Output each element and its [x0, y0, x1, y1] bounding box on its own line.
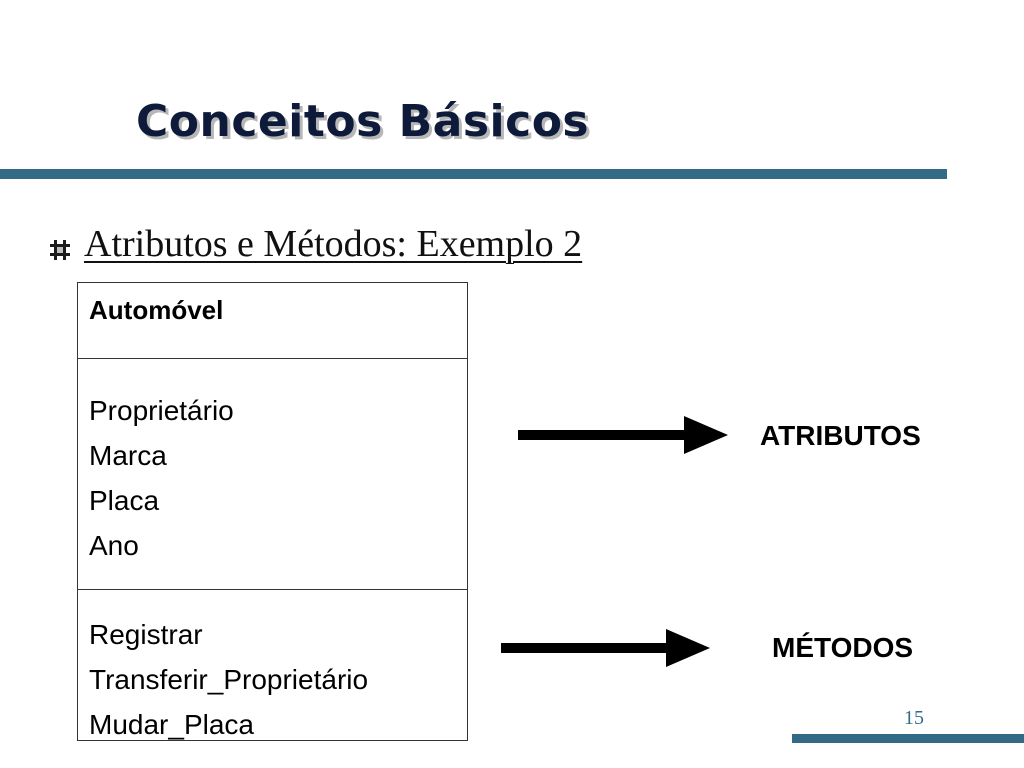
attributes-label: ATRIBUTOS [760, 420, 921, 451]
page-number: 15 [904, 707, 924, 729]
attributes-compartment [78, 359, 467, 590]
attribute-item: Placa [89, 485, 160, 516]
attribute-item: Marca [89, 440, 167, 471]
slide-title: Conceitos Básicos [136, 96, 590, 147]
methods-label: MÉTODOS [772, 632, 914, 663]
class-name: Automóvel [89, 295, 224, 325]
attributes-arrow-icon [518, 414, 728, 456]
method-item: Registrar [89, 619, 203, 650]
footer-divider [792, 734, 1024, 743]
attribute-item: Ano [89, 530, 139, 561]
hash-bullet-icon [49, 239, 71, 261]
title-divider [0, 169, 947, 179]
class-name-compartment [78, 283, 467, 359]
uml-class-diagram [77, 282, 468, 741]
method-item: Mudar_Placa [89, 709, 254, 740]
methods-arrow-icon [501, 627, 710, 669]
method-item: Transferir_Proprietário [89, 664, 369, 695]
bullet-heading: Atributos e Métodos: Exemplo 2 [84, 223, 583, 265]
method-list [89, 612, 368, 747]
methods-compartment [78, 590, 467, 740]
attribute-item: Proprietário [89, 395, 234, 426]
attribute-list [89, 388, 234, 568]
